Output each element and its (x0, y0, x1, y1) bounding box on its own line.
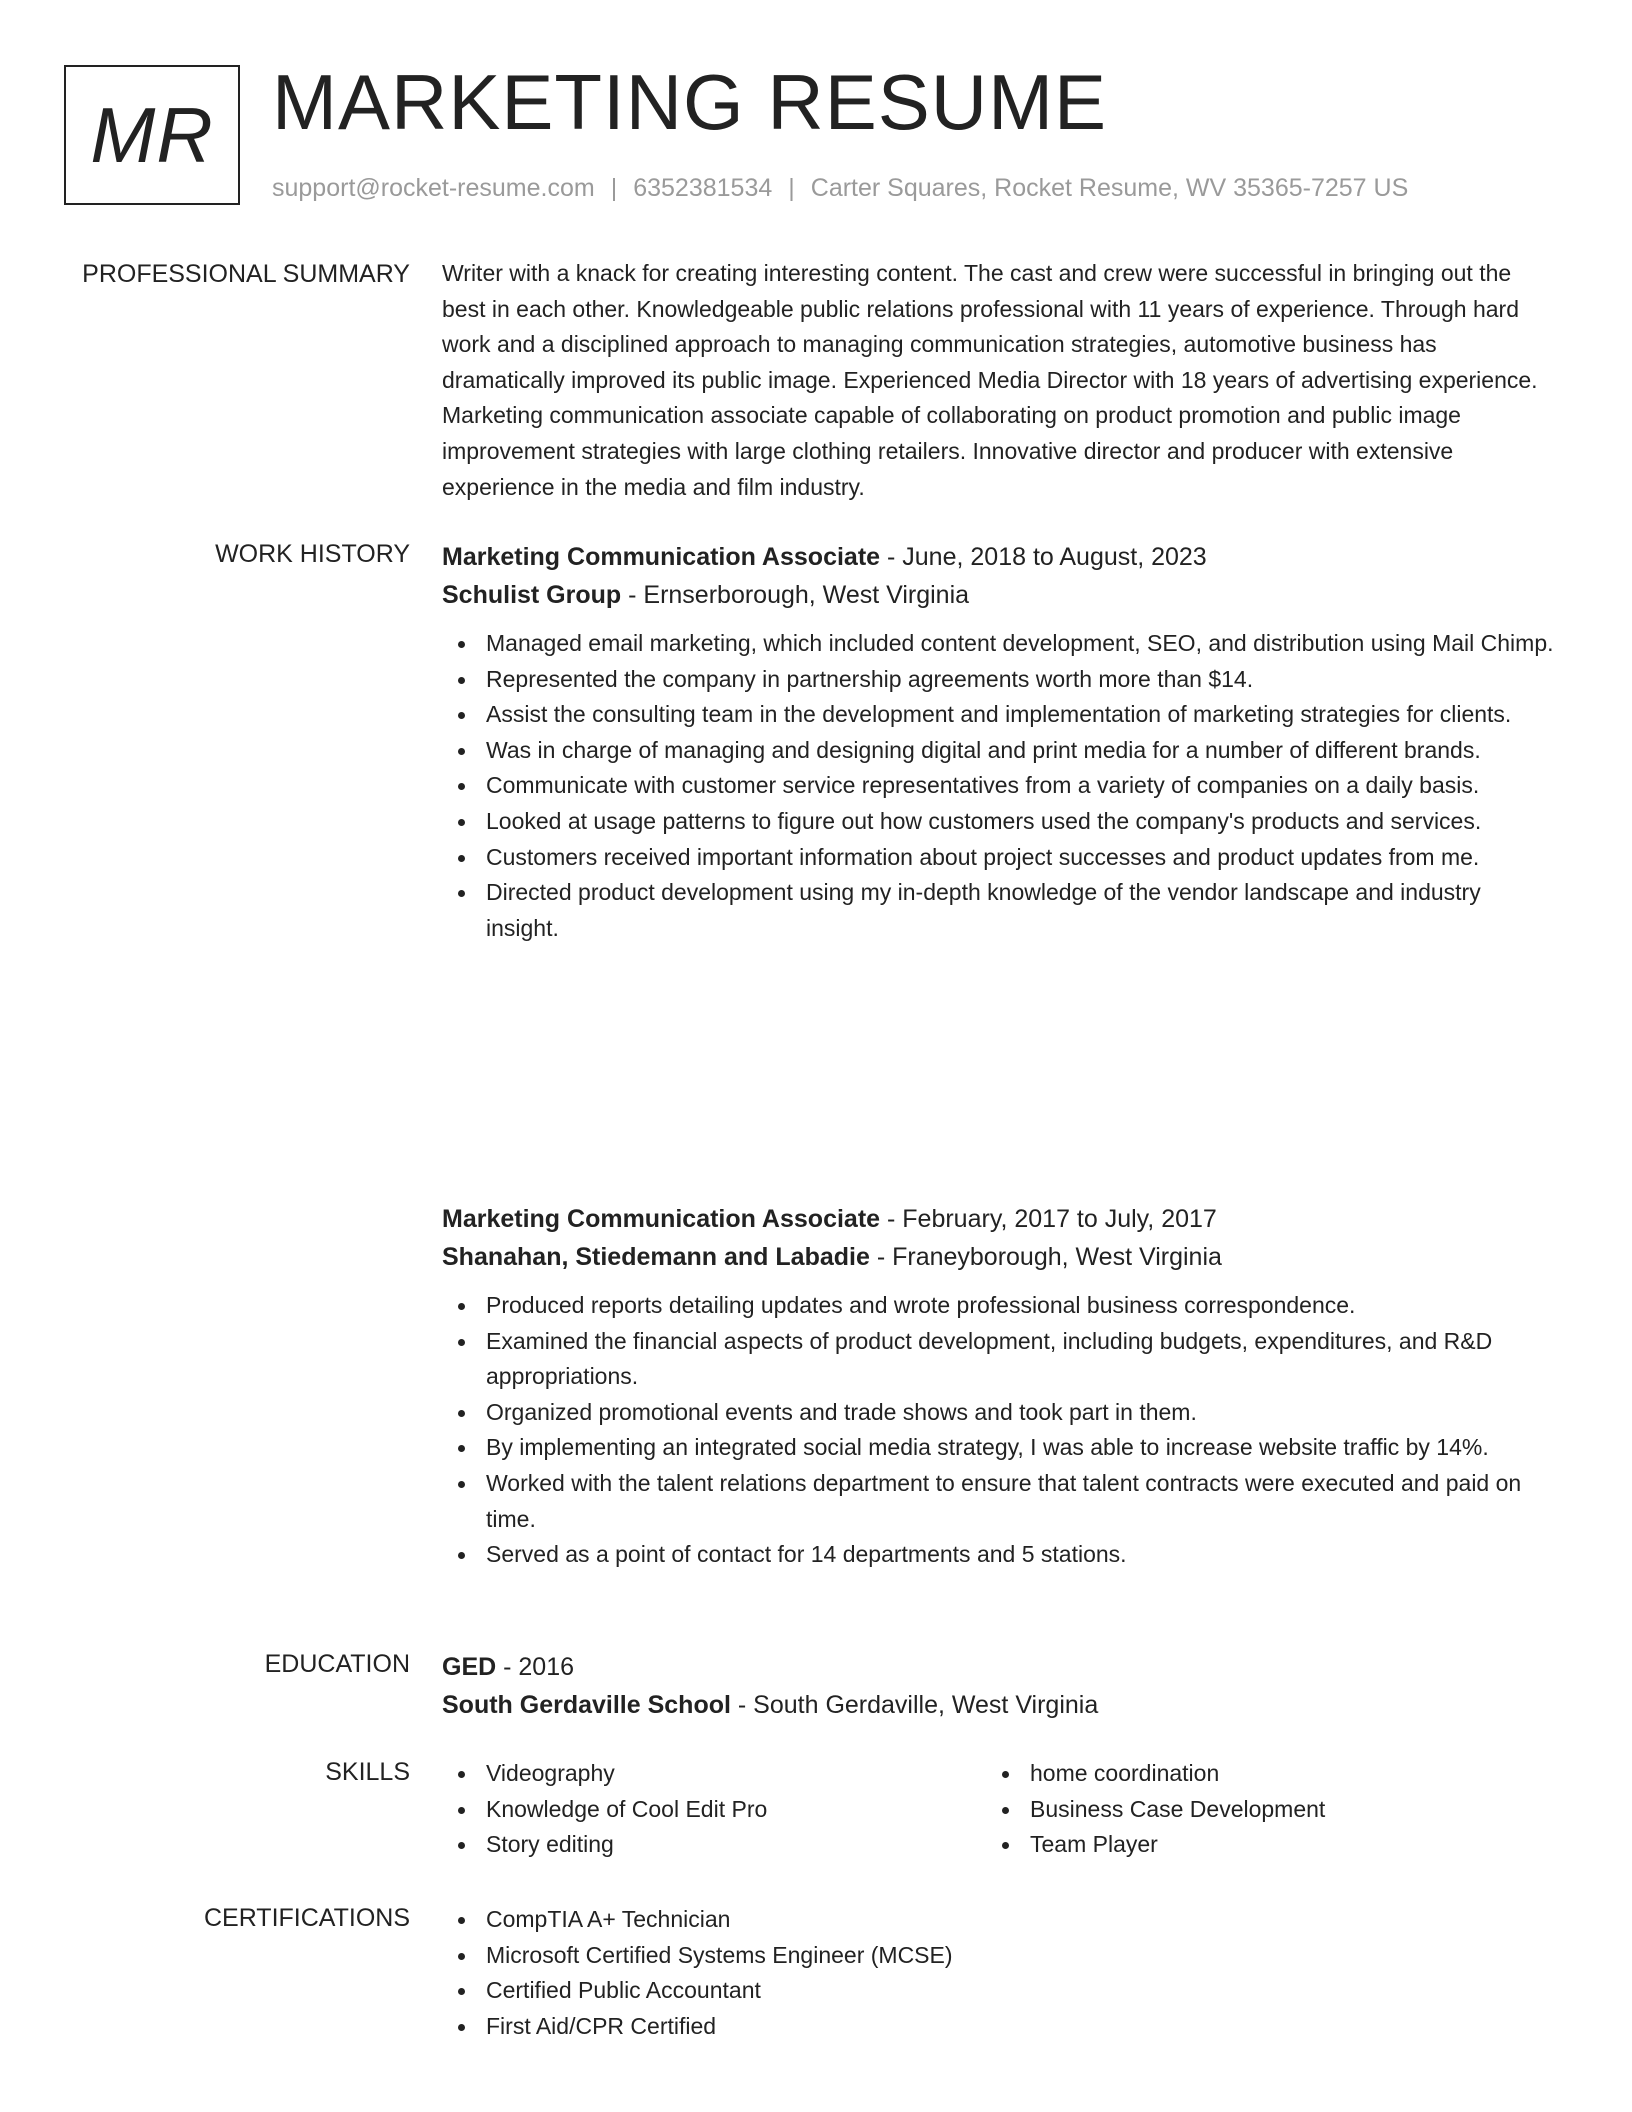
skill-item: Story editing (442, 1827, 986, 1863)
summary-text: Writer with a knack for creating interesting content. The cast and crew were successful in bringing out the best in each other. Knowledgeable public relations professional with 11 years of experience. Through hard work and a disciplined approach to managing communication strategies, automotive business has dramatically improved its public image. Experienced Media Director with 18 years of advertising experience. Marketing communication associate capable of collaborating on product promotion and public image improvement strategies with large clothing retailers. Innovative director and producer with extensive experience in the media and film industry. (442, 260, 1538, 500)
job-bullets (442, 1288, 1557, 1573)
section-label-work-history: WORK HISTORY (215, 540, 410, 568)
certifications-list (442, 1902, 1557, 2044)
job-bullet: Produced reports detailing updates and wrote professional business correspondence. (442, 1288, 1557, 1324)
education-location: - South Gerdaville, West Virginia (730, 1691, 1099, 1719)
certification-item: First Aid/CPR Certified (442, 2009, 1557, 2045)
job-bullet: Directed product development using my in-depth knowledge of the vendor landscape and industry insight. (442, 875, 1557, 946)
contact-phone: 6352381534 (633, 174, 773, 202)
contact-separator: | (610, 174, 618, 202)
job-dates: - June, 2018 to August, 2023 (880, 543, 1207, 571)
certifications-body (442, 1902, 1557, 2044)
education-degree-line (442, 1648, 1557, 1686)
job-bullet: Customers received important information about project successes and product updates from me. (442, 840, 1557, 876)
monogram-box (64, 65, 240, 205)
job-bullets (442, 626, 1557, 946)
job-bullet: Organized promotional events and trade shows and took part in them. (442, 1395, 1557, 1431)
skills-list-right (986, 1756, 1530, 1863)
summary-body (442, 258, 1557, 507)
skill-item: Business Case Development (986, 1792, 1530, 1828)
job-entry (442, 1200, 1557, 1573)
certification-item: Microsoft Certified Systems Engineer (MCSE) (442, 1938, 1557, 1974)
job-title-line (442, 538, 1557, 576)
contact-address: Carter Squares, Rocket Resume, WV 35365-7257 US (810, 174, 1409, 202)
skill-item: Knowledge of Cool Edit Pro (442, 1792, 986, 1828)
skill-item: Team Player (986, 1827, 1530, 1863)
section-label-summary: PROFESSIONAL SUMMARY (82, 260, 410, 288)
job-title: Marketing Communication Associate (442, 1205, 881, 1233)
job-entry (442, 538, 1557, 946)
skills-columns (442, 1756, 1557, 1863)
skill-item: Videography (442, 1756, 986, 1792)
job-bullet: By implementing an integrated social media strategy, I was able to increase website traffic by 14%. (442, 1430, 1557, 1466)
job-bullet: Assist the consulting team in the development and implementation of marketing strategies for clients. (442, 697, 1557, 733)
certification-item: CompTIA A+ Technician (442, 1902, 1557, 1938)
job-bullet: Was in charge of managing and designing digital and print media for a number of different brands. (442, 733, 1557, 769)
job-company: Shanahan, Stiedemann and Labadie (442, 1243, 870, 1271)
job-title: Marketing Communication Associate (442, 543, 881, 571)
job-title-line (442, 1200, 1557, 1238)
contact-line (272, 172, 1408, 204)
skills-list-left (442, 1756, 986, 1863)
job-bullet: Managed email marketing, which included content development, SEO, and distribution using Mail Chimp. (442, 626, 1557, 662)
job-bullet: Looked at usage patterns to figure out how customers used the company's products and services. (442, 804, 1557, 840)
job-bullet: Worked with the talent relations department to ensure that talent contracts were executed and paid on time. (442, 1466, 1557, 1537)
job-company-line (442, 1238, 1557, 1276)
skill-item: home coordination (986, 1756, 1530, 1792)
monogram-initials: MR (90, 90, 214, 179)
job-company-line (442, 576, 1557, 614)
section-label-certifications: CERTIFICATIONS (203, 1904, 410, 1932)
job-company: Schulist Group (442, 581, 622, 609)
job-bullet: Served as a point of contact for 14 departments and 5 stations. (442, 1537, 1557, 1573)
section-label-skills: SKILLS (325, 1758, 410, 1786)
job-location: - Ernserborough, West Virginia (621, 581, 970, 609)
section-label-education: EDUCATION (264, 1650, 410, 1678)
education-year: - 2016 (496, 1653, 575, 1681)
resume-name: MARKETING RESUME (272, 58, 1108, 146)
certification-item: Certified Public Accountant (442, 1973, 1557, 2009)
work-history-body (442, 1200, 1557, 1573)
job-bullet: Examined the financial aspects of product development, including budgets, expenditures, and R&D appropriations. (442, 1324, 1557, 1395)
contact-separator: | (788, 174, 795, 202)
education-school: South Gerdaville School (442, 1691, 731, 1719)
job-bullet: Communicate with customer service representatives from a variety of companies on a daily basis. (442, 768, 1557, 804)
job-location: - Franeyborough, West Virginia (869, 1243, 1222, 1271)
education-degree: GED (442, 1653, 497, 1681)
job-bullet: Represented the company in partnership agreements worth more than $14. (442, 662, 1557, 698)
work-history-body (442, 538, 1557, 946)
education-school-line (442, 1686, 1557, 1724)
education-body (442, 1648, 1557, 1724)
contact-email: support@rocket-resume.com (272, 174, 595, 202)
skills-body (442, 1756, 1557, 1863)
job-dates: - February, 2017 to July, 2017 (880, 1205, 1217, 1233)
